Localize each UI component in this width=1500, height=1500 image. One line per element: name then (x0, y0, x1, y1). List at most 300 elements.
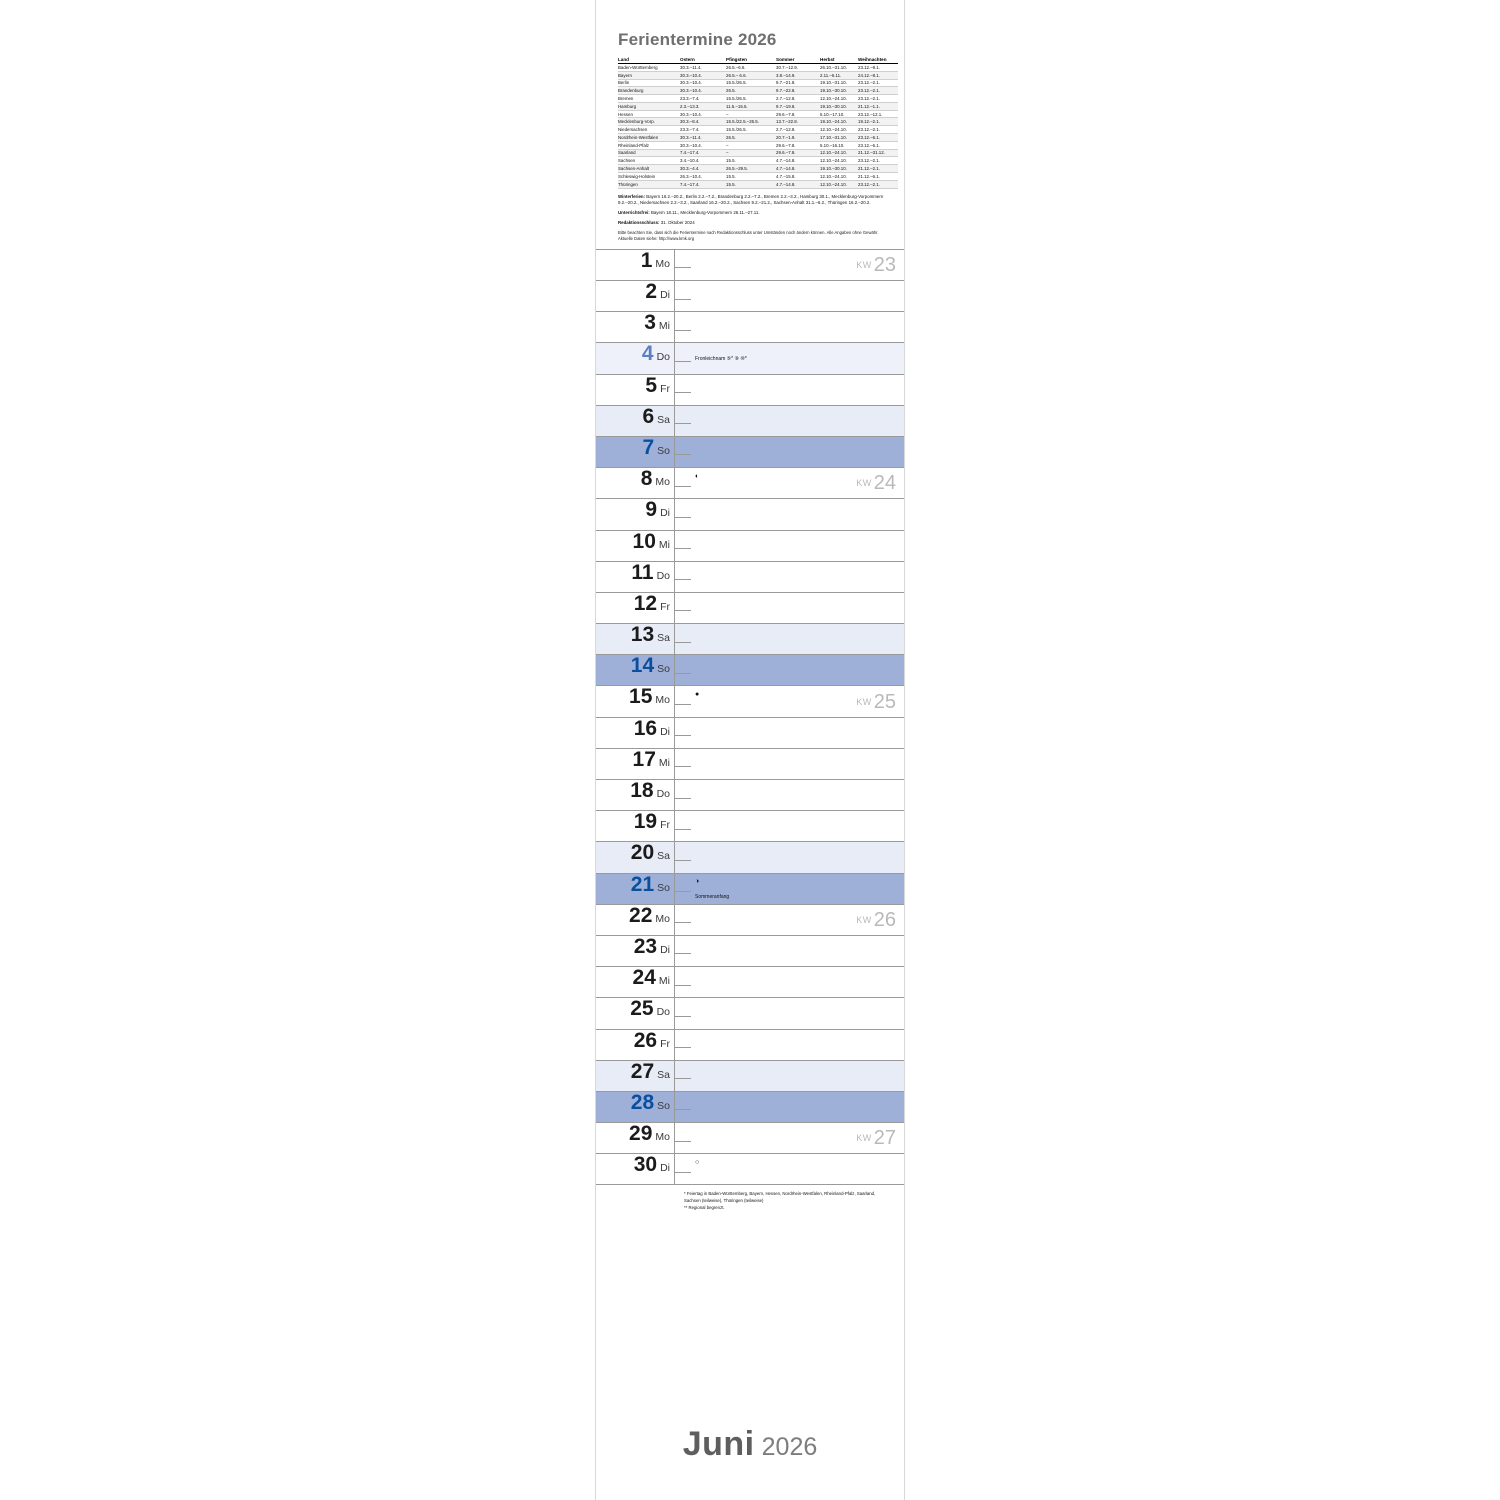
day-weekday: So (657, 1099, 670, 1112)
day-number: 27 (630, 1059, 655, 1083)
day-number-box (596, 250, 674, 280)
day-write-area[interactable] (691, 842, 904, 872)
day-number: 21 (630, 872, 655, 896)
day-write-area[interactable] (691, 437, 904, 467)
day-tick-column (674, 842, 691, 872)
day-number-box (596, 1030, 674, 1060)
day-tick-column (674, 437, 691, 467)
holidays-row (618, 110, 898, 118)
day-write-area[interactable] (691, 375, 904, 405)
day-tick-column (674, 718, 691, 748)
day-number-box (596, 468, 674, 498)
day-number-box (596, 749, 674, 779)
day-write-area[interactable] (691, 593, 904, 623)
day-weekday: Mi (658, 538, 670, 551)
holidays-cell: 9.7.–22.8. (776, 87, 820, 95)
day-row[interactable] (596, 718, 904, 749)
day-write-area[interactable] (691, 686, 904, 716)
holidays-cell: 2.3.–13.3. (680, 102, 726, 110)
holidays-note: Redaktionsschluss: 31. Oktober 2024 (618, 219, 695, 225)
holidays-note: Bitte beachten Sie, dass sich die Ferientermine nach Redaktionsschluss unter Umständen noch ändern können. Alle Angaben ohne Gewähr. Aktuelle Daten siehe: http://www.kmk.org (618, 229, 879, 242)
day-write-area[interactable] (691, 531, 904, 561)
day-row[interactable] (596, 375, 904, 406)
day-row[interactable] (596, 936, 904, 967)
day-number-box (596, 874, 674, 904)
day-tick-column (674, 780, 691, 810)
holidays-cell: 15.5./26.5. (726, 79, 776, 87)
moon-phase-icon: ○ (695, 1159, 700, 1167)
holidays-cell-land: Mecklenburg-Vorp. (618, 118, 680, 126)
day-number-box (596, 686, 674, 716)
month-name: Juni (682, 1425, 755, 1463)
day-number: 10 (632, 529, 656, 553)
day-write-area[interactable] (691, 1154, 904, 1184)
holidays-row (618, 118, 898, 126)
day-weekday: So (657, 881, 670, 894)
holidays-cell: 15.5./26.5. (726, 126, 776, 134)
day-write-area[interactable] (691, 936, 904, 966)
day-write-area[interactable] (691, 250, 904, 280)
day-row[interactable] (596, 499, 904, 530)
day-weekday: Sa (657, 632, 670, 645)
day-number: 5 (645, 373, 658, 397)
day-number: 26 (633, 1028, 658, 1052)
holidays-col-herbst: Herbst (820, 56, 858, 64)
day-number-box (596, 281, 674, 311)
moon-phase-icon: ● (695, 691, 700, 699)
holidays-cell: 4.7.–14.8. (776, 165, 820, 173)
holidays-cell-land: Bremen (618, 95, 680, 103)
day-number: 12 (633, 591, 658, 615)
day-number-box (596, 437, 674, 467)
holidays-row (618, 71, 898, 79)
holidays-cell-land: Rheinland-Pfalz (618, 141, 680, 149)
day-number-box (596, 343, 674, 373)
holidays-cell: 23.12.–2.1. (858, 95, 898, 103)
day-number-box (596, 531, 674, 561)
holidays-title: Ferientermine 2026 (618, 30, 777, 49)
day-row[interactable] (596, 686, 904, 717)
day-number: 6 (642, 404, 655, 428)
day-row[interactable] (596, 1123, 904, 1154)
day-weekday: Sa (657, 1068, 670, 1081)
day-row[interactable] (596, 343, 904, 374)
holidays-cell: 23.12.–12.1. (858, 110, 898, 118)
holidays-row (618, 165, 898, 173)
day-tick-column (674, 593, 691, 623)
day-number: 23 (633, 934, 658, 958)
holidays-table-header-row (618, 56, 898, 64)
day-write-area[interactable] (691, 811, 904, 841)
holidays-cell: 21.12.–2.1. (858, 165, 898, 173)
day-weekday: Mo (655, 1131, 670, 1144)
day-weekday: So (657, 663, 670, 676)
holidays-cell: 3.4.–10.4. (680, 157, 726, 165)
holidays-cell: 26.5. (726, 134, 776, 142)
holidays-cell: 30.3.–10.4. (680, 71, 726, 79)
day-row[interactable] (596, 749, 904, 780)
day-tick-column (674, 375, 691, 405)
day-weekday: Fr (660, 819, 670, 832)
holidays-cell: 29.6.–7.8. (776, 149, 820, 157)
holidays-cell: 17.10.–31.10. (820, 134, 858, 142)
day-number-box (596, 811, 674, 841)
holidays-row (618, 87, 898, 95)
day-weekday: So (657, 444, 670, 457)
day-event-label: Sommeranfang (695, 893, 730, 900)
day-write-area[interactable] (691, 749, 904, 779)
day-weekday: Di (660, 507, 670, 520)
holidays-cell: 7.4.–17.4. (680, 180, 726, 188)
day-weekday: Mi (658, 756, 670, 769)
day-tick-column (674, 624, 691, 654)
holidays-cell-land: Nordrhein-Westfalen (618, 134, 680, 142)
day-tick-column (674, 499, 691, 529)
holidays-cell: 19.10.–31.10. (820, 79, 858, 87)
holidays-cell: 15.5./22.5.–26.5. (726, 118, 776, 126)
day-weekday: Di (660, 289, 670, 301)
holidays-cell: 2.7.–12.8. (776, 126, 820, 134)
week-number: KW 23 (856, 253, 896, 276)
day-number: 22 (629, 903, 653, 927)
day-row[interactable] (596, 780, 904, 811)
day-write-area[interactable] (691, 655, 904, 685)
day-weekday: Sa (657, 850, 670, 863)
holidays-cell: 12.10.–24.10. (820, 172, 858, 180)
day-row[interactable] (596, 468, 904, 499)
holidays-table (618, 56, 898, 189)
holidays-col-sommer: Sommer (776, 56, 820, 64)
day-write-area[interactable] (691, 1061, 904, 1091)
day-weekday: Do (656, 1006, 670, 1019)
day-tick-column (674, 250, 691, 280)
holidays-cell: 2.7.–12.8. (776, 95, 820, 103)
day-weekday: Do (656, 351, 670, 364)
holidays-cell: 23.12.–2.1. (858, 87, 898, 95)
day-number: 20 (630, 841, 655, 865)
day-row[interactable] (596, 281, 904, 312)
holidays-cell: 19.10.–30.10. (820, 87, 858, 95)
day-number: 9 (645, 498, 658, 522)
holidays-col-pfingsten: Pfingsten (726, 56, 776, 64)
day-weekday: Mo (655, 257, 670, 270)
day-write-area[interactable] (691, 967, 904, 997)
day-number-box (596, 655, 674, 685)
day-number-box (596, 375, 674, 405)
day-number: 18 (630, 779, 654, 802)
day-number-box (596, 562, 674, 592)
holidays-cell: 7.4.–17.4. (680, 149, 726, 157)
holidays-cell: 26.5.–29.5. (726, 165, 776, 173)
day-tick-column (674, 1092, 691, 1122)
day-row[interactable] (596, 624, 904, 655)
day-number: 13 (630, 623, 655, 647)
day-row[interactable] (596, 250, 904, 281)
day-tick-column (674, 468, 691, 498)
holidays-col-land: Land (618, 56, 680, 64)
holidays-cell: 19.12.–2.1. (858, 118, 898, 126)
holidays-cell-land: Sachsen (618, 157, 680, 165)
holidays-cell: 30.3.–8.4. (680, 118, 726, 126)
holidays-row (618, 172, 898, 180)
holidays-cell: 12.10.–24.10. (820, 157, 858, 165)
calendar-sheet (595, 0, 905, 1500)
day-number-box (596, 1123, 674, 1153)
holidays-cell: 19.10.–30.10. (820, 165, 858, 173)
day-weekday: Mo (655, 694, 670, 707)
holidays-cell: 23.3.–7.4. (680, 126, 726, 134)
day-weekday: Fr (660, 1037, 670, 1050)
day-tick-column (674, 686, 691, 716)
holidays-notes (618, 194, 884, 243)
day-row[interactable] (596, 1061, 904, 1092)
holidays-cell: 23.12.–9.1. (858, 64, 898, 72)
holidays-cell: 30.3.–4.4. (680, 165, 726, 173)
day-number: 29 (629, 1122, 653, 1146)
day-number: 1 (640, 248, 653, 272)
day-write-area[interactable] (691, 1030, 904, 1060)
holidays-cell: 19.10.–30.10. (820, 102, 858, 110)
holidays-cell: – (726, 110, 776, 118)
day-row[interactable] (596, 1030, 904, 1061)
holidays-cell-land: Bayern (618, 71, 680, 79)
holidays-cell: 26.5.– 6.6. (726, 71, 776, 79)
day-row[interactable] (596, 593, 904, 624)
holidays-cell: 15.5. (726, 180, 776, 188)
holidays-cell: 29.6.–7.8. (776, 110, 820, 118)
day-weekday: Mo (655, 912, 670, 925)
holidays-cell-land: Sachsen-Anhalt (618, 165, 680, 173)
week-number: KW 24 (856, 472, 896, 495)
day-tick-column (674, 1154, 691, 1184)
day-number-box (596, 998, 674, 1028)
holidays-cell: 21.12.–31.12. (858, 149, 898, 157)
holidays-cell: 29.6.–7.8. (776, 141, 820, 149)
school-holidays-block (596, 0, 904, 243)
day-weekday: Di (660, 725, 670, 738)
day-write-area[interactable] (691, 998, 904, 1028)
day-row[interactable] (596, 1154, 904, 1185)
day-number: 25 (630, 997, 654, 1021)
day-write-area[interactable] (691, 624, 904, 654)
month-year: 2026 (761, 1433, 818, 1461)
holidays-cell: 23.3.–7.4. (680, 95, 726, 103)
day-write-area[interactable] (691, 905, 904, 935)
day-number: 7 (642, 435, 655, 459)
day-number: 8 (640, 467, 653, 491)
holidays-cell: 30.3.–10.4. (680, 87, 726, 95)
day-number-box (596, 905, 674, 935)
day-row[interactable] (596, 998, 904, 1029)
day-row[interactable] (596, 842, 904, 873)
day-tick-column (674, 936, 691, 966)
footnote: * Feiertag in Baden-Württemberg, Bayern, Hessen, Nordrhein-Westfalen, Rheinland-Pfalz, Saarland, Sachsen (teilweise), Thüringen (teilweise) (684, 1191, 876, 1204)
holidays-cell: 12.10.–24.10. (820, 95, 858, 103)
holidays-cell-land: Schleswig-Holstein (618, 172, 680, 180)
holidays-cell: 3.8.–14.9. (776, 71, 820, 79)
holidays-cell: 12.10.–24.10. (820, 126, 858, 134)
day-tick-column (674, 406, 691, 436)
holidays-cell: 23.12.–6.1. (858, 134, 898, 142)
holidays-cell: 2.11.–6.11. (820, 71, 858, 79)
holidays-cell: 24.12.–8.1. (858, 71, 898, 79)
moon-phase-icon: ◑ (695, 878, 700, 886)
day-write-area[interactable] (691, 780, 904, 810)
holidays-col-ostern: Ostern (680, 56, 726, 64)
day-write-area[interactable] (691, 1092, 904, 1122)
day-tick-column (674, 967, 691, 997)
day-row[interactable] (596, 531, 904, 562)
holidays-note: Winterferien: Bayern 16.2.–20.2., Berlin 2.2.–7.2., Brandenburg 2.2.–7.2., Bremen 2.2.–3.2., Hamburg 30.1., Mecklenburg-Vorpommern 9.2.–20.2., Niedersachsen 2.2.–3.2., Saarland 16.2.–20.2., Sachsen 9.2.–21.2., Sachsen-Anhalt 31.1.–6.2., Thüringen 16.2.–20.2. (618, 193, 884, 206)
week-number: KW 26 (856, 908, 896, 931)
day-number: 28 (630, 1090, 655, 1114)
holidays-row (618, 141, 898, 149)
day-write-area[interactable] (691, 468, 904, 498)
day-tick-column (674, 1030, 691, 1060)
holidays-row (618, 126, 898, 134)
holidays-row (618, 102, 898, 110)
day-tick-column (674, 905, 691, 935)
holidays-cell: – (726, 141, 776, 149)
day-number-box (596, 967, 674, 997)
day-list (596, 249, 904, 1186)
day-number: 3 (644, 311, 656, 335)
day-tick-column (674, 1061, 691, 1091)
day-tick-column (674, 749, 691, 779)
holidays-cell-land: Niedersachsen (618, 126, 680, 134)
day-number-box (596, 718, 674, 748)
day-row[interactable] (596, 967, 904, 998)
holidays-cell: 26.3.–10.4. (680, 172, 726, 180)
day-write-area[interactable] (691, 718, 904, 748)
day-number-box (596, 842, 674, 872)
day-weekday: Mo (655, 476, 670, 489)
day-row[interactable] (596, 655, 904, 686)
holidays-cell: 4.7.–15.8. (776, 172, 820, 180)
holidays-cell-land: Berlin (618, 79, 680, 87)
holidays-row (618, 149, 898, 157)
day-row[interactable] (596, 874, 904, 905)
holidays-note: Unterrichtsfrei: Bayern 18.11., Mecklenburg-Vorpommern 26.11.–27.11. (618, 210, 760, 216)
holidays-cell: 20.7.–1.9. (776, 134, 820, 142)
week-number-label: KW (856, 915, 872, 926)
holidays-cell: 30.3.–11.4. (680, 64, 726, 72)
holidays-cell: 15.5. (726, 157, 776, 165)
day-number-box (596, 1061, 674, 1091)
day-weekday: Di (660, 1162, 670, 1175)
day-tick-column (674, 811, 691, 841)
day-weekday: Fr (660, 382, 670, 395)
day-number-box (596, 624, 674, 654)
holidays-cell: 30.3.–10.4. (680, 79, 726, 87)
day-write-area[interactable] (691, 281, 904, 311)
holidays-cell: 23.12.–2.1. (858, 126, 898, 134)
holidays-cell-land: Hessen (618, 110, 680, 118)
day-weekday: Do (656, 788, 670, 800)
holidays-cell: 11.5.–15.5. (726, 102, 776, 110)
day-tick-column (674, 655, 691, 685)
day-number-box (596, 1154, 674, 1184)
holidays-cell: 23.12.–2.1. (858, 180, 898, 188)
holidays-cell: 26.10.–31.10. (820, 64, 858, 72)
day-number: 24 (632, 966, 656, 990)
holidays-cell: 15.5. (726, 172, 776, 180)
holidays-row (618, 157, 898, 165)
holidays-cell: 23.12.–2.1. (858, 79, 898, 87)
day-row[interactable] (596, 1092, 904, 1123)
day-write-area[interactable] (691, 874, 904, 904)
day-write-area[interactable] (691, 562, 904, 592)
day-row[interactable] (596, 811, 904, 842)
day-number-box (596, 1092, 674, 1122)
day-tick-column (674, 312, 691, 342)
day-write-area[interactable] (691, 1123, 904, 1153)
holidays-cell: 21.12.–6.1. (858, 172, 898, 180)
day-row[interactable] (596, 312, 904, 343)
day-weekday: Sa (657, 413, 670, 426)
day-row[interactable] (596, 562, 904, 593)
week-number-label: KW (856, 696, 872, 707)
day-write-area[interactable] (691, 406, 904, 436)
day-tick-column (674, 562, 691, 592)
holidays-cell-land: Baden-Württemberg (618, 64, 680, 72)
day-number: 11 (631, 560, 654, 584)
day-weekday: Mi (658, 320, 670, 333)
day-weekday: Fr (660, 600, 670, 613)
holidays-cell: 30.7.–12.9. (776, 64, 820, 72)
day-number: 30 (633, 1153, 658, 1177)
day-number: 14 (630, 654, 655, 678)
holidays-cell: 12.10.–24.10. (820, 149, 858, 157)
day-row[interactable] (596, 406, 904, 437)
day-tick-column (674, 343, 691, 373)
holidays-cell: 30.3.–11.4. (680, 134, 726, 142)
day-weekday: Do (656, 569, 670, 582)
week-number-label: KW (856, 478, 872, 489)
day-row[interactable] (596, 437, 904, 468)
day-number-box (596, 406, 674, 436)
day-weekday: Di (660, 943, 670, 956)
month-label (596, 1425, 904, 1464)
holidays-row (618, 95, 898, 103)
day-row[interactable] (596, 905, 904, 936)
holidays-cell: 5.10.–17.10. (820, 110, 858, 118)
day-tick-column (674, 874, 691, 904)
holidays-cell-land: Thüringen (618, 180, 680, 188)
holidays-row (618, 134, 898, 142)
day-number-box (596, 780, 674, 810)
day-event-label: Fronleichnam ⑤* ⑨ ⑩* (695, 356, 747, 363)
day-number-box (596, 936, 674, 966)
holidays-cell: 26.5. (726, 87, 776, 95)
week-number: KW 25 (856, 690, 896, 713)
holidays-cell: 30.3.–10.4. (680, 110, 726, 118)
holidays-cell: – (726, 149, 776, 157)
day-number-box (596, 499, 674, 529)
day-write-area[interactable] (691, 499, 904, 529)
day-write-area[interactable] (691, 312, 904, 342)
day-write-area[interactable] (691, 343, 904, 373)
holidays-cell: 19.10.–24.10. (820, 118, 858, 126)
day-number: 15 (629, 685, 653, 709)
holidays-row (618, 180, 898, 188)
holidays-cell: 5.10.–16.10. (820, 141, 858, 149)
holidays-cell-land: Hamburg (618, 102, 680, 110)
holidays-cell: 4.7.–14.8. (776, 157, 820, 165)
footnotes (596, 1185, 904, 1212)
day-tick-column (674, 531, 691, 561)
holidays-cell: 12.10.–24.10. (820, 180, 858, 188)
